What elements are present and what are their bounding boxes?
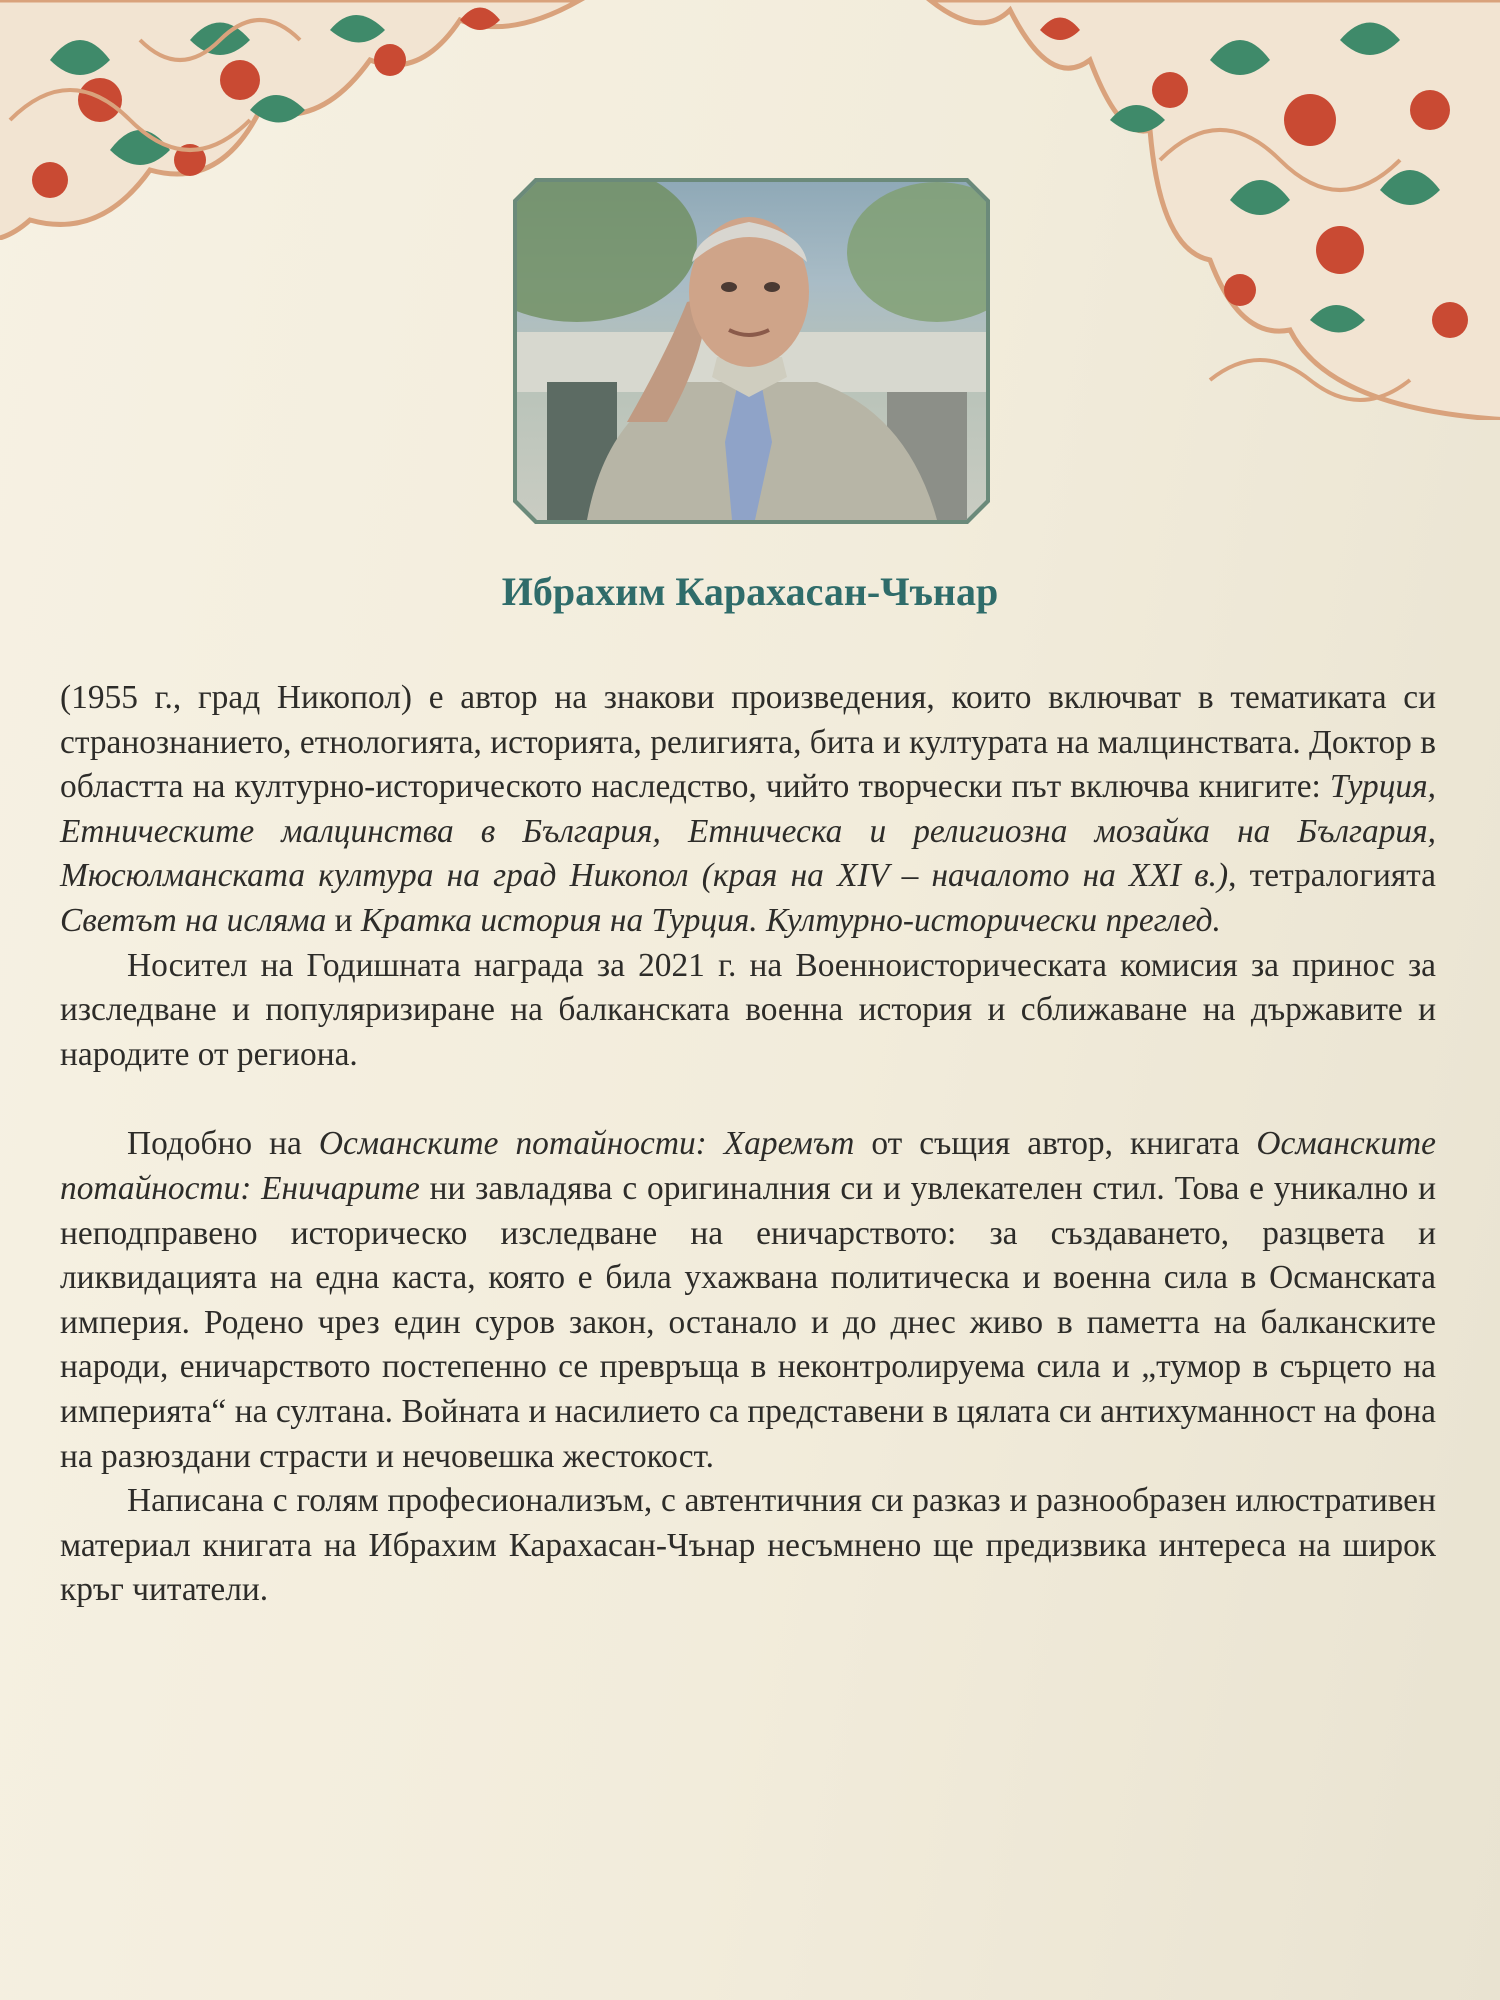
author-photo-frame	[513, 178, 990, 524]
bio-paragraph-1	[60, 676, 1436, 944]
bio-p1-run-0: (1955 г., град Никопол) е автор на знакови произведения, които включват в тематиката си странознанието, етнологията, историята, религията, бита и културата на малцинствата. Доктор в областта на културно-историческото наследство, чийто творчески път включва книгите:	[60, 679, 1436, 806]
book-p3-run-4: ни завладява с оригиналния си и увлекателен стил. Това е уникално и неподправено историческо изследване на еничарството: за създаването, разцвета и ликвидацията на една каста, която е била ухажвана политическа и военна сила в Османската империя. Родено чрез един суров закон, останало и до днес живо в паметта на балканските народи, еничарството постепенно се превръща в неконтролируема сила и „тумор в сърцето на империята“ на султана. Войната и насилието са представени в цялата си антихуманност на фона на разюздани страсти и нечовешка жестокост.	[60, 1169, 1437, 1475]
author-portrait-icon	[517, 182, 986, 520]
bio-p1-run-1: Турция, Етническите малцинства в България, Етническа и религиозна мозайка на България, Мюсюлманската култура на град Никопол (края на XIV – началото на XXI в.)	[60, 768, 1436, 895]
book-p3-run-0: Подобно на	[127, 1125, 319, 1163]
book-p3-run-2: от същия автор, книгата	[854, 1125, 1257, 1163]
book-description-paragraph-2: Написана с голям професионализъм, с автентичния си разказ и разнообразен илюстративен материал книгата на Ибрахим Карахасан-Чънар несъмнено ще предизвика интереса на широк кръг читатели.	[60, 1482, 1436, 1609]
book-p3-run-1: Османските потайности: Харемът	[318, 1125, 855, 1163]
book-description-paragraph-1	[60, 1122, 1436, 1479]
author-photo	[517, 182, 986, 520]
floral-ornament-left	[0, 0, 590, 240]
bio-p1-run-2: , тетралогията	[1228, 857, 1436, 895]
floral-ornament-right	[910, 0, 1500, 420]
author-name-heading: Ибрахим Карахасан-Чънар	[501, 569, 999, 614]
book-p3-run-3: Османските потайности: Еничарите	[60, 1125, 1436, 1207]
bio-p1-run-3: Светът на исляма	[60, 901, 327, 939]
bio-p1-run-4: и	[326, 901, 361, 939]
back-cover-text	[60, 676, 1436, 1613]
bio-p1-run-5: Кратка история на Турция. Културно-исторически преглед.	[360, 901, 1221, 939]
bio-paragraph-2: Носител на Годишната награда за 2021 г. на Военноисторическата комисия за принос за изследване и популяризиране на балканската военна история и сближаване на държавите и народите от региона.	[60, 946, 1436, 1073]
